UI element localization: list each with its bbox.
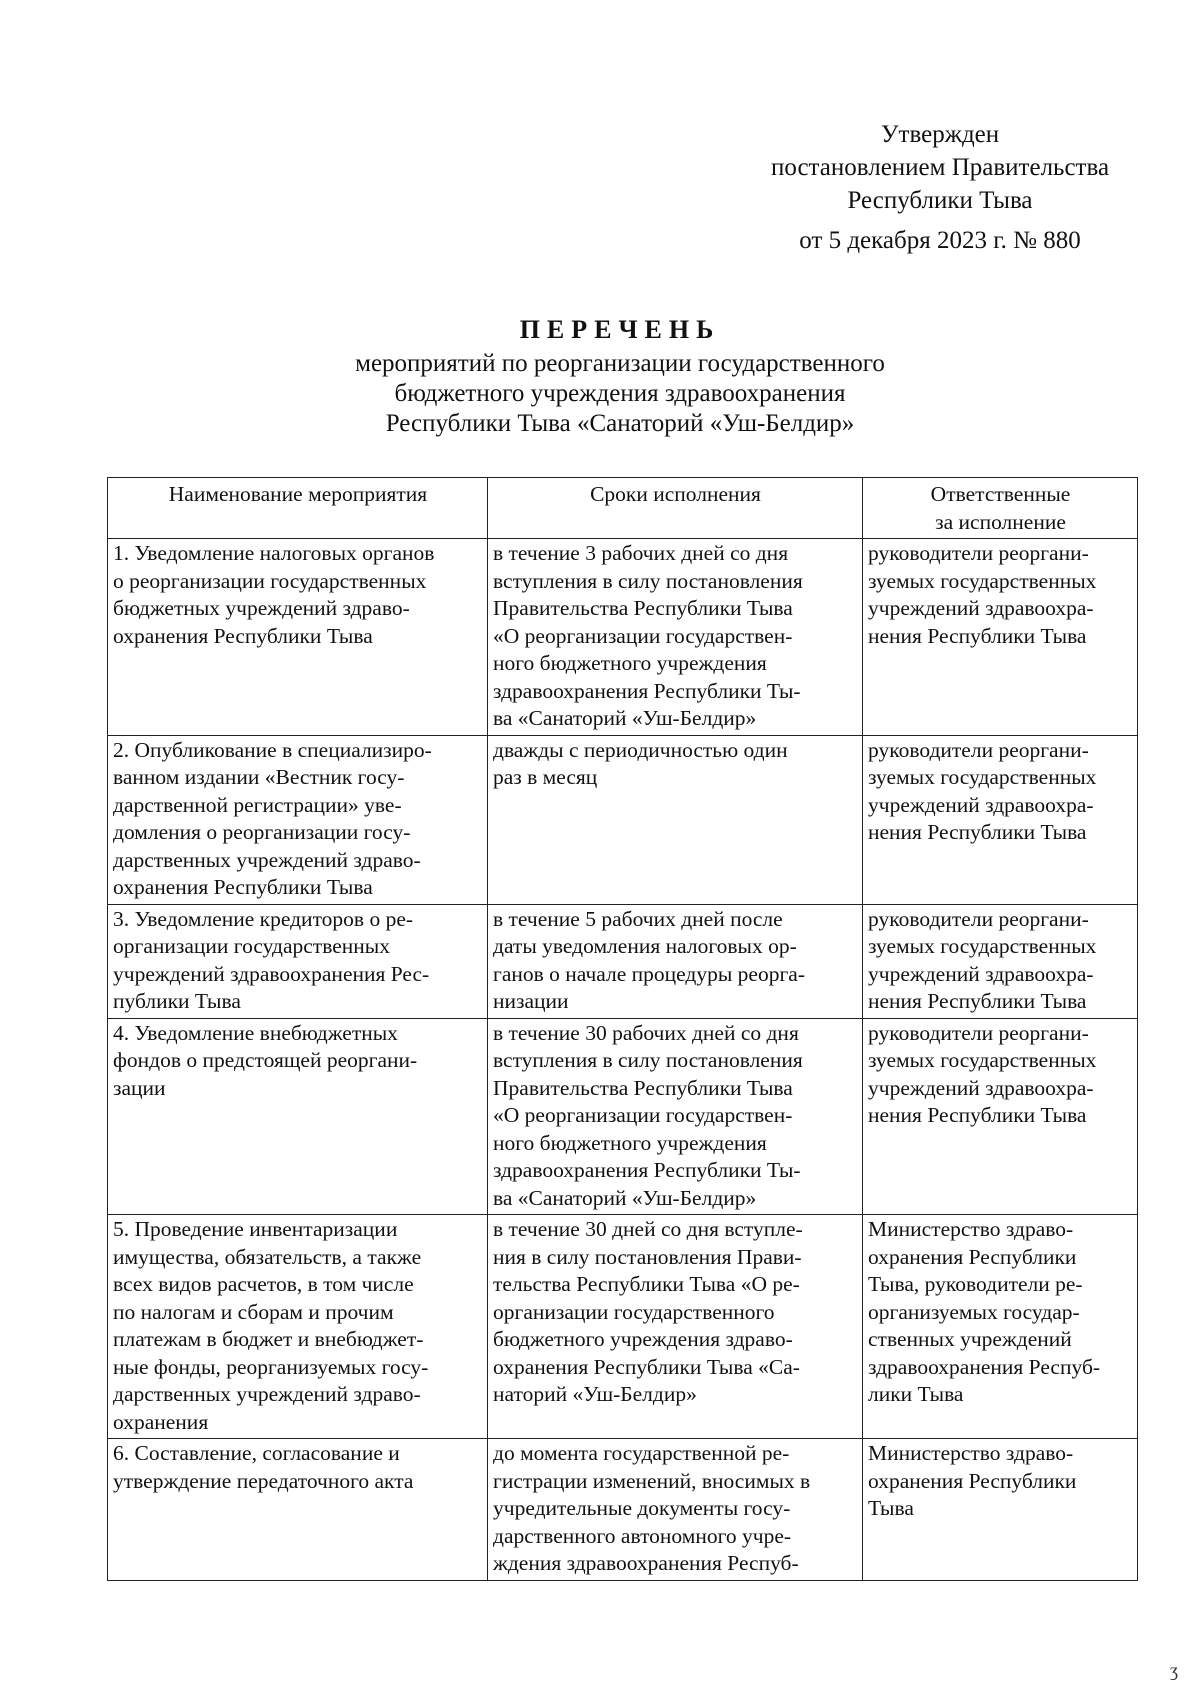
table-header-row bbox=[108, 478, 1138, 539]
approval-line-2: постановлением Правительства bbox=[770, 154, 1110, 181]
header-deadline: Сроки исполнения bbox=[488, 478, 863, 539]
subtitle-line-2: бюджетного учреждения здравоохранения bbox=[394, 380, 846, 407]
measures-table bbox=[107, 477, 1138, 1581]
responsible-cell: Министерство здраво- охранения Республики Тыва, руководители ре- организуемых государ- ственных учреждений здравоохранения Респуб- лики Тыва bbox=[863, 1215, 1138, 1439]
subtitle-line-1: мероприятий по реорганизации государственного bbox=[355, 350, 885, 377]
measure-cell: 3. Уведомление кредиторов о ре- организации государственных учреждений здравоохранения Рес- публики Тыва bbox=[108, 904, 488, 1018]
document-title-block bbox=[100, 315, 1140, 439]
approval-stamp-block bbox=[740, 118, 1140, 257]
scan-corner-mark: ʒ bbox=[1170, 1660, 1178, 1680]
responsible-cell: руководители реоргани- зуемых государственных учреждений здравоохра- нения Республики Тыва bbox=[863, 1018, 1138, 1215]
approval-date: от 5 декабря 2023 г. № 880 bbox=[799, 227, 1081, 254]
table-row bbox=[108, 1215, 1138, 1439]
deadline-cell: в течение 30 рабочих дней со дня вступления в силу постановления Правительства Республики Тыва «О реорганизации государствен- ного бюджетного учреждения здравоохранения Республики Ты- ва «Санаторий «Уш-Белдир» bbox=[488, 1018, 863, 1215]
responsible-cell: руководители реоргани- зуемых государственных учреждений здравоохра- нения Республики Тыва bbox=[863, 735, 1138, 904]
subtitle-line-3: Республики Тыва «Санаторий «Уш-Белдир» bbox=[385, 410, 855, 437]
measure-cell: 4. Уведомление внебюджетных фондов о предстоящей реоргани- зации bbox=[108, 1018, 488, 1215]
header-measure-name: Наименование мероприятия bbox=[108, 478, 488, 539]
table-row bbox=[108, 904, 1138, 1018]
table-row bbox=[108, 1439, 1138, 1581]
measure-cell: 2. Опубликование в специализиро- ванном издании «Вестник госу- дарственной регистрации» уве- домления о реорганизации госу- дарственных учреждений здраво- охранения Республики Тыва bbox=[108, 735, 488, 904]
approval-line-3: Республики Тыва bbox=[847, 187, 1033, 214]
deadline-cell: дважды с периодичностью один раз в месяц bbox=[488, 735, 863, 904]
table-row bbox=[108, 735, 1138, 904]
measure-cell: 6. Составление, согласование и утверждение передаточного акта bbox=[108, 1439, 488, 1581]
header-responsible: Ответственные за исполнение bbox=[863, 478, 1138, 539]
measure-cell: 5. Проведение инвентаризации имущества, обязательств, а также всех видов расчетов, в том числе по налогам и сборам и прочим платежам в бюджет и внебюджет- ные фонды, реорганизуемых госу- дарственных учреждений здраво- охранения bbox=[108, 1215, 488, 1439]
table-row bbox=[108, 1018, 1138, 1215]
measure-cell: 1. Уведомление налоговых органов о реорганизации государственных бюджетных учреждений здраво- охранения Республики Тыва bbox=[108, 539, 488, 736]
approval-line-1: Утвержден bbox=[880, 121, 1000, 148]
deadline-cell: до момента государственной ре- гистрации изменений, вносимых в учредительные документы госу- дарственного автономного учре- ждения здравоохранения Респуб- bbox=[488, 1439, 863, 1581]
table-row bbox=[108, 539, 1138, 736]
document-heading: ПЕРЕЧЕНЬ bbox=[519, 315, 721, 344]
responsible-cell: руководители реоргани- зуемых государственных учреждений здравоохра- нения Республики Тыва bbox=[863, 904, 1138, 1018]
responsible-cell: Министерство здраво- охранения Республики Тыва bbox=[863, 1439, 1138, 1581]
responsible-cell: руководители реоргани- зуемых государственных учреждений здравоохра- нения Республики Тыва bbox=[863, 539, 1138, 736]
deadline-cell: в течение 5 рабочих дней после даты уведомления налоговых ор- ганов о начале процедуры реорга- низации bbox=[488, 904, 863, 1018]
deadline-cell: в течение 3 рабочих дней со дня вступления в силу постановления Правительства Республики Тыва «О реорганизации государствен- ного бюджетного учреждения здравоохранения Республики Ты- ва «Санаторий «Уш-Белдир» bbox=[488, 539, 863, 736]
deadline-cell: в течение 30 дней со дня вступле- ния в силу постановления Прави- тельства Республики Тыва «О ре- организации государственного бюджетного учреждения здраво- охранения Республики Тыва «Са- наторий «Уш-Белдир» bbox=[488, 1215, 863, 1439]
